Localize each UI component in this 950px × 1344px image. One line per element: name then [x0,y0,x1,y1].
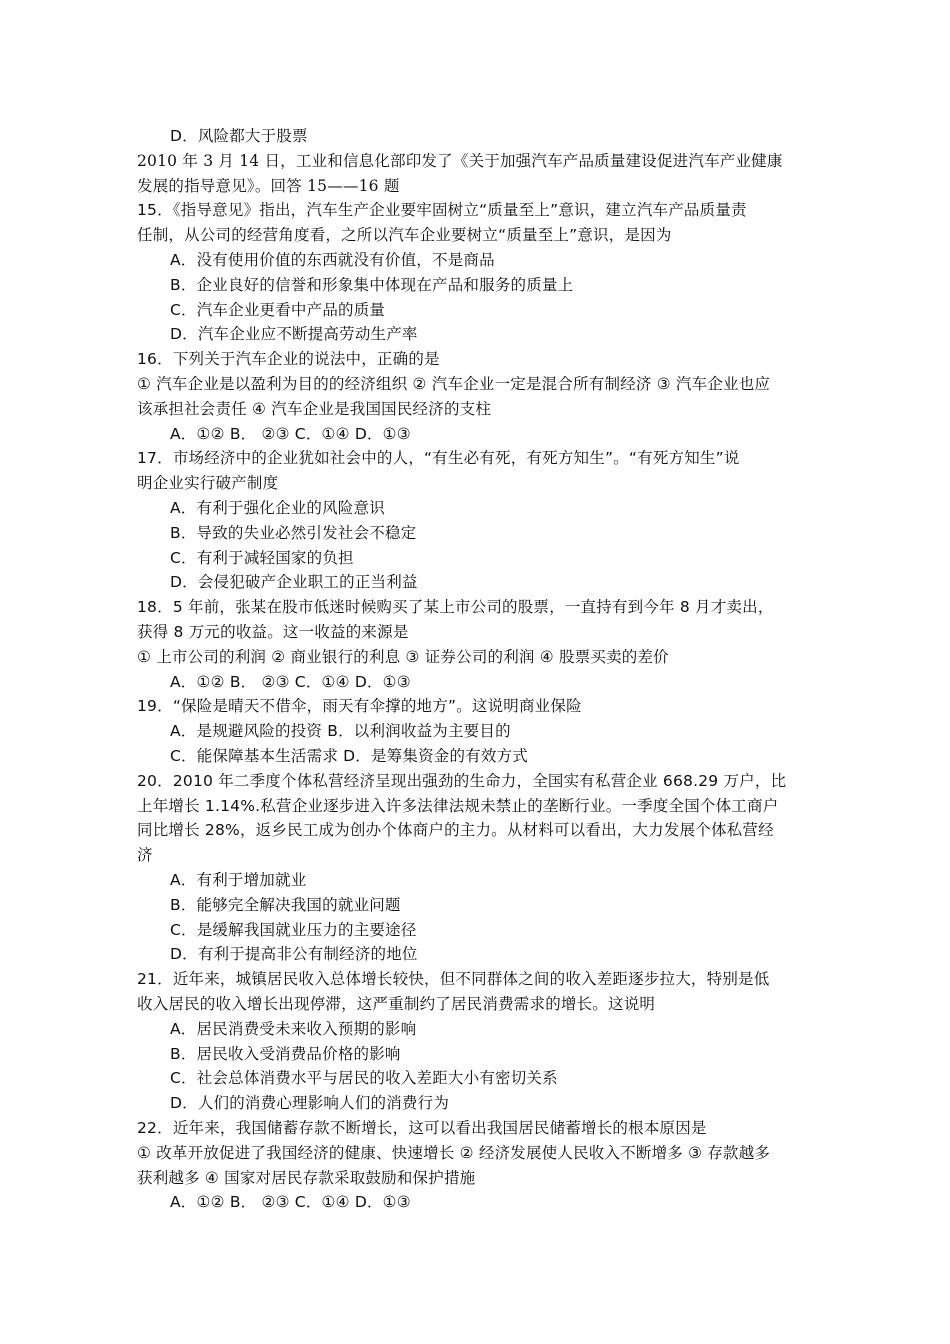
text-line: ① 汽车企业是以盈利为目的的经济组织 ② 汽车企业一定是混合所有制经济 ③ 汽车企业也应 [137,375,771,393]
text-line: 20．2010 年二季度个体私营经济呈现出强劲的生命力，全国实有私营企业 668.29 万户，比 [137,771,787,790]
text-line: A．①② B． ②③ C．①④ D．①③ [170,424,411,443]
text-line: 发展的指导意见》。回答 15——16 题 [137,176,400,195]
text-line: ① 上市公司的利润 ② 商业银行的利息 ③ 证券公司的利润 ④ 股票买卖的差价 [137,647,669,666]
text-line: ① 改革开放促进了我国经济的健康、快速增长 ② 经济发展使人民收入不断增多 ③ 存款越多 [137,1143,771,1162]
text-line: 同比增长 28%，返乡民工成为创办个体商户的主力。从材料可以看出，大力发展个体私营经 [137,821,774,840]
text-line: A．①② B． ②③ C．①④ D．①③ [170,672,411,691]
text-line: 21．近年来，城镇居民收入总体增长较快，但不同群体之间的收入差距逐步拉大，特别是低 [137,970,770,989]
text-line: A．①② B． ②③ C．①④ D．①③ [170,1193,411,1212]
text-line: C．汽车企业更看中产品的质量 [170,300,386,319]
text-line: B．能够完全解决我国的就业问题 [170,895,401,914]
text-line: A．有利于强化企业的风险意识 [170,499,385,517]
text-line: A．没有使用价值的东西就没有价值，不是商品 [170,251,495,269]
text-line: 上年增长 1.14%.私营企业逐步进入许多法律法规未禁止的垄断行业。一季度全国个体工商户 [137,796,779,815]
text-line: D．风险都大于股票 [170,127,308,145]
text-line: 15．《指导意见》指出，汽车生产企业要牢固树立“质量至上”意识，建立汽车产品质量责 [137,201,747,220]
text-line: C．是缓解我国就业压力的主要途径 [170,920,417,939]
text-line: 17．市场经济中的企业犹如社会中的人，“有生必有死，有死方知生”。“有死方知生”说 [137,449,740,468]
text-line: 22．近年来，我国储蓄存款不断增长，这可以看出我国居民储蓄增长的根本原因是 [137,1119,707,1137]
text-line: 获得 8 万元的收益。这一收益的来源是 [137,623,409,641]
text-line: 18．5 年前，张某在股市低迷时候购买了某上市公司的股票，一直持有到今年 8 月才卖出， [137,598,774,617]
text-line: A．居民消费受未来收入预期的影响 [170,1019,417,1038]
text-line: 该承担社会责任 ④ 汽车企业是我国国民经济的支柱 [137,399,492,418]
text-line: B．导致的失业必然引发社会不稳定 [170,523,417,542]
text-line: C．有利于减轻国家的负担 [170,548,354,567]
text-line: B．企业良好的信誉和形象集中体现在产品和服务的质量上 [170,275,574,294]
text-line: 16．下列关于汽车企业的说法中，正确的是 [137,350,440,369]
text-line: B．居民收入受消费品价格的影响 [170,1044,401,1063]
text-line: 19．“保险是晴天不借伞，雨天有伞撑的地方”。这说明商业保险 [137,697,582,716]
text-line: A．有利于增加就业 [170,871,307,889]
text-line: 收入居民的收入增长出现停滞，这严重制约了居民消费需求的增长。这说明 [137,995,656,1013]
text-line: C．社会总体消费水平与居民的收入差距大小有密切关系 [170,1069,558,1088]
text-line: A．是规避风险的投资 B．以利润收益为主要目的 [170,722,511,741]
text-line: D．会侵犯破产企业职工的正当利益 [170,573,418,592]
text-line: D．汽车企业应不断提高劳动生产率 [170,325,418,344]
text-line: 济 [137,846,153,865]
text-line: 2010 年 3 月 14 日，工业和信息化部印发了《关于加强汽车产品质量建设促进汽车产业健康 [137,151,783,170]
text-line: D．人们的消费心理影响人们的消费行为 [170,1094,450,1113]
text-line: 任制，从公司的经营角度看，之所以汽车企业要树立“质量至上”意识，是因为 [137,226,672,245]
text-line: 获利越多 ④ 国家对居民存款采取鼓励和保护措施 [137,1168,476,1187]
text-line: D．有利于提高非公有制经济的地位 [170,945,418,964]
text-line: C．能保障基本生活需求 D．是筹集资金的有效方式 [170,747,528,765]
text-line: 明企业实行破产制度 [137,474,279,493]
